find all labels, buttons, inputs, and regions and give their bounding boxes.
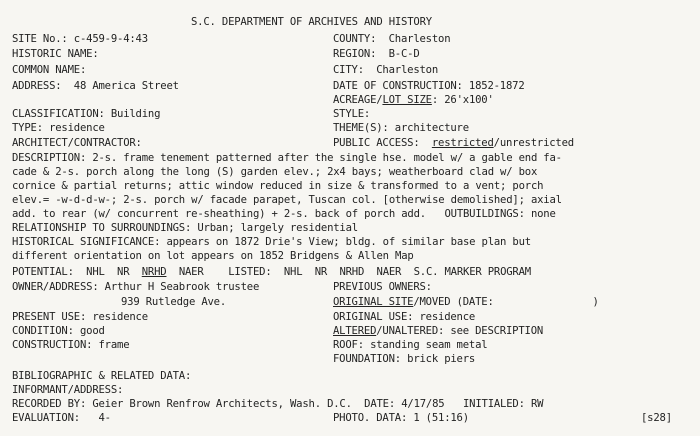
informant-address: INFORMANT/ADDRESS: <box>12 384 124 396</box>
foundation: FOUNDATION: brick piers <box>333 353 476 365</box>
original-use: ORIGINAL USE: residence <box>333 311 476 323</box>
relationship-to-surroundings: RELATIONSHIP TO SURROUNDINGS: Urban; largely residential <box>12 222 358 234</box>
previous-owners: PREVIOUS OWNERS: <box>333 281 432 293</box>
condition: CONDITION: good <box>12 325 105 337</box>
classification: CLASSIFICATION: Building <box>12 108 161 120</box>
style: STYLE: <box>333 108 371 120</box>
address: ADDRESS: 48 America Street <box>12 80 179 92</box>
acreage-lot-size <box>333 94 494 107</box>
historical-significance-cont: different orientation on lot appears on 1852 Bridgens & Allen Map <box>12 250 414 262</box>
public-access-selected: restricted <box>431 137 494 149</box>
card-title: S.C. DEPARTMENT OF ARCHIVES AND HISTORY <box>191 16 432 28</box>
city: CITY: Charleston <box>333 64 439 76</box>
county: COUNTY: Charleston <box>333 33 451 45</box>
description-line: DESCRIPTION: 2-s. frame tenement patterned after the single hse. model w/ a gable end fa- <box>12 152 562 164</box>
description-line: add. to rear (w/ concurrent re-sheathing) + 2-s. back of porch add. OUTBUILDINGS: none <box>12 208 556 220</box>
historic-name: HISTORIC NAME: <box>12 48 99 60</box>
evaluation: EVALUATION: 4- <box>12 412 111 424</box>
description-line: elev.= -w-d-d-w-; 2-s. porch w/ facade parapet, Tuscan col. [otherwise demolished]; axial <box>12 194 562 206</box>
original-site-label: ORIGINAL SITE <box>333 296 414 308</box>
region: REGION: B-C-D <box>333 48 420 60</box>
owner-address: OWNER/ADDRESS: Arthur H Seabrook trustee <box>12 281 260 293</box>
common-name: COMMON NAME: <box>12 64 87 76</box>
potential-rest: NAER LISTED: NHL NR NRHD NAER S.C. MARKER PROGRAM <box>166 266 531 278</box>
altered-unaltered <box>333 325 543 338</box>
construction: CONSTRUCTION: frame <box>12 339 130 351</box>
photo-data: PHOTO. DATA: 1 (51:16) <box>333 412 469 424</box>
site-number: SITE No.: c-459-9-4:43 <box>12 33 148 45</box>
description-line: cornice & partial returns; attic window reduced in size & transformed to a vent; porch <box>12 180 544 192</box>
card-reference: [s28] <box>641 412 672 424</box>
potential-selected: NRHD <box>141 266 167 278</box>
original-site-moved <box>333 296 599 309</box>
owner-address-line2: 939 Rutledge Ave. <box>121 296 227 308</box>
public-access <box>333 137 574 150</box>
bibliographic-data: BIBLIOGRAPHIC & RELATED DATA: <box>12 370 192 382</box>
architect-contractor: ARCHITECT/CONTRACTOR: <box>12 137 142 149</box>
roof: ROOF: standing seam metal <box>333 339 488 351</box>
description-line: cade & 2-s. porch along the long (S) garden elev.; 2x4 bays; weatherboard clad w/ box <box>12 166 538 178</box>
lot-size-label: LOT SIZE <box>382 94 432 106</box>
date-of-construction: DATE OF CONSTRUCTION: 1852-1872 <box>333 80 525 92</box>
recorded-by: RECORDED BY: Geier Brown Renfrow Architects, Wash. D.C. DATE: 4/17/85 INITIALED: RW <box>12 398 544 410</box>
acreage-value: : 26'x100' <box>431 94 494 106</box>
public-access-label: PUBLIC ACCESS: <box>333 137 432 149</box>
present-use: PRESENT USE: residence <box>12 311 148 323</box>
themes: THEME(S): architecture <box>333 122 469 134</box>
potential-listed <box>12 266 531 279</box>
moved-date: /MOVED (DATE: ) <box>413 296 599 308</box>
type: TYPE: residence <box>12 122 105 134</box>
altered-label: ALTERED <box>333 325 377 337</box>
potential-label: POTENTIAL: NHL NR <box>12 266 142 278</box>
altered-rest: /UNALTERED: see DESCRIPTION <box>376 325 544 337</box>
historical-significance: HISTORICAL SIGNIFICANCE: appears on 1872 Drie's View; bldg. of similar base plan but <box>12 236 531 248</box>
acreage-label: ACREAGE/ <box>333 94 383 106</box>
public-access-rest: /unrestricted <box>493 137 574 149</box>
